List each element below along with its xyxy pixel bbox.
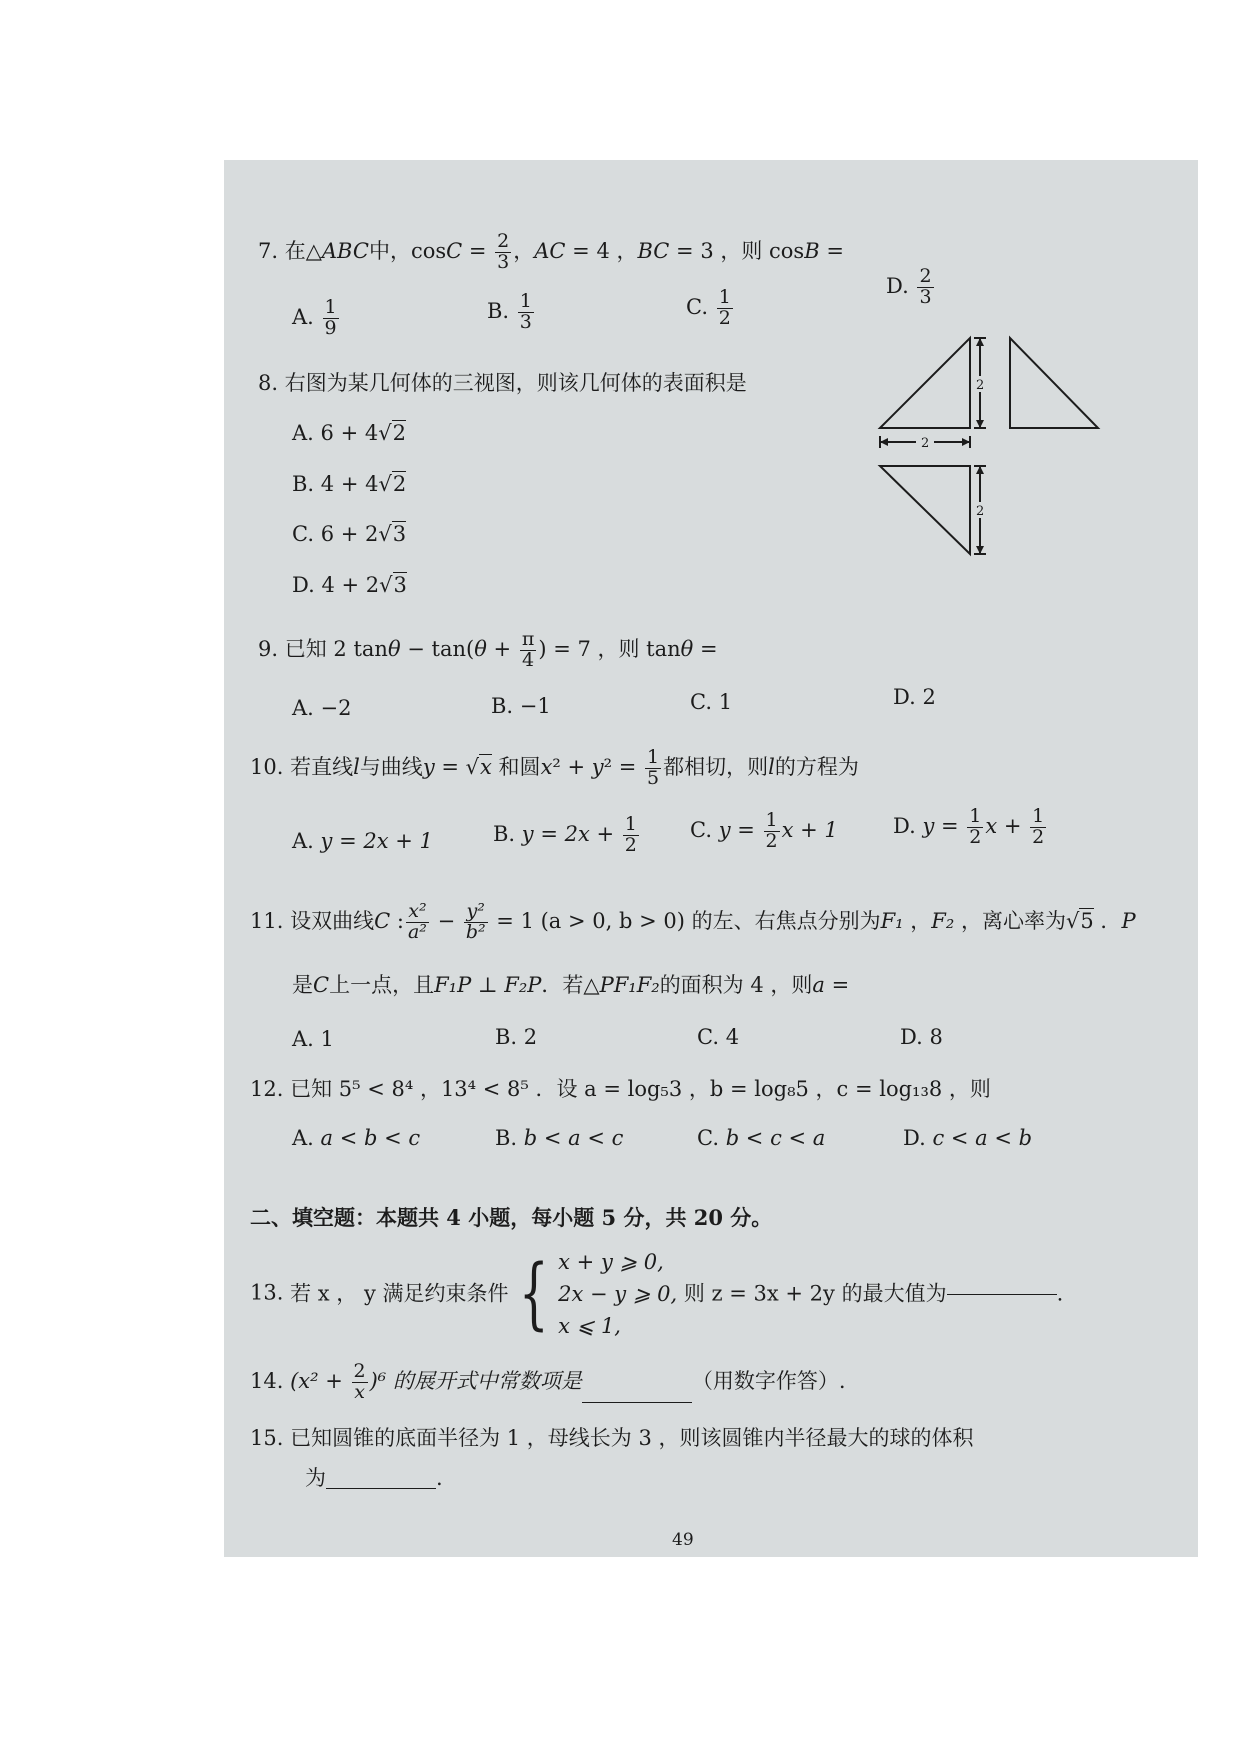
option-a: A. 6 + 4√2 — [292, 421, 406, 445]
question-number: 7. — [258, 238, 279, 263]
option-b: B. 4 + 4√2 — [292, 472, 407, 496]
question-8: 8. 右图为某几何体的三视图，则该几何体的表面积是 — [258, 371, 747, 395]
option-b: B. $\frac{1}{3}$ — [487, 290, 532, 333]
dim-label: 2 — [976, 378, 985, 393]
question-7: 7. 在△ABC中，cosC = $\frac{2}{3}$ ，AC = 4 ，BC = 3 ，则 cosB = — [258, 230, 844, 273]
option-b: B. y = 2x + $\frac{1}{2}$ — [493, 813, 637, 856]
option-a: A. 1 — [292, 1027, 334, 1051]
question-number: 13. — [250, 1280, 284, 1305]
question-11: 11. 设双曲线C : $\frac{\text{x²}}{\text{a²}}$ − $\frac{\text{y²}}{\text{b²}}$ = 1 (a > 0, b > 0) 的左、右焦点分别为F₁ ，F₂ ，离心率为√5 ．P — [250, 900, 1136, 943]
question-12: 12. 已知 5⁵ < 8⁴ ，13⁴ < 8⁵ ．设 a = log₅3 ，b = log₈5 ，c = log₁₃8 ，则 — [250, 1077, 991, 1101]
question-number: 12. — [250, 1077, 284, 1101]
option-b: B. 2 — [495, 1025, 538, 1049]
question-10: 10. 若直线l与曲线y = √x 和圆x² + y² = $\frac{1}{5}$ 都相切，则l的方程为 — [250, 746, 859, 789]
question-number: 9. — [258, 636, 279, 661]
option-d: D. 2 — [893, 685, 936, 709]
question-number: 8. — [258, 371, 279, 395]
question-number: 10. — [250, 754, 284, 779]
option-d: D. $\frac{2}{3}$ — [886, 265, 932, 308]
option-a: A. y = 2x + 1 — [292, 829, 433, 853]
constraint-system: x + y ⩾ 0, 2x − y ⩾ 0, x ⩽ 1, — [558, 1250, 678, 1338]
option-c: C. y = $\frac{1}{2}$ x + 1 — [690, 809, 838, 852]
page-number: 49 — [672, 1530, 694, 1550]
answer-blank — [582, 1401, 692, 1403]
side-view-triangle — [1010, 338, 1098, 428]
option-c: C. 4 — [697, 1025, 740, 1049]
top-view-triangle — [880, 466, 970, 554]
question-13: 13. 若 x ， y 满足约束条件 { x + y ⩾ 0, 2x − y ⩾ 0, x ⩽ 1, 则 z = 3x + 2y 的最大值为 . — [250, 1246, 1063, 1342]
option-a: A. −2 — [292, 696, 352, 720]
option-a: A. $\frac{1}{9}$ — [292, 296, 337, 339]
front-view-triangle — [880, 338, 970, 428]
option-b: B. −1 — [491, 694, 551, 718]
option-d: D. c < a < b — [903, 1126, 1033, 1150]
answer-blank — [947, 1293, 1057, 1295]
section-header: 二、填空题：本题共 4 小题，每小题 5 分，共 20 分。 — [250, 1205, 773, 1230]
option-d: D. 4 + 2√3 — [292, 573, 407, 597]
option-c: C. 6 + 2√3 — [292, 522, 407, 546]
question-15: 15. 已知圆锥的底面半径为 1 ，母线长为 3 ，则该圆锥内半径最大的球的体积 — [250, 1426, 974, 1450]
option-c: C. 1 — [690, 690, 733, 714]
question-number: 15. — [250, 1426, 284, 1450]
question-14: 14. (x² + $\frac{2}{x}$ )⁶ 的展开式中常数项是 （用数字作答）. — [250, 1360, 846, 1403]
question-number: 14. — [250, 1368, 284, 1393]
option-b: B. b < a < c — [495, 1126, 624, 1150]
three-view-figure — [870, 332, 1110, 562]
option-d: D. 8 — [900, 1025, 943, 1049]
option-d: D. y = $\frac{1}{2}$ x + $\frac{1}{2}$ — [893, 805, 1045, 848]
dim-label: 2 — [921, 436, 930, 451]
option-c: C. b < c < a — [697, 1126, 826, 1150]
question-9: 9. 已知 2 tanθ − tan(θ + $\frac{\pi}{4}$ ) = 7 ，则 tanθ = — [258, 628, 718, 671]
question-11-line-2: 是C上一点，且F₁P ⊥ F₂P．若△PF₁F₂的面积为 4 ，则a = — [292, 973, 850, 997]
brace-icon: { — [518, 1249, 549, 1339]
option-c: C. $\frac{1}{2}$ — [686, 286, 731, 329]
answer-blank — [326, 1487, 436, 1489]
question-number: 11. — [250, 908, 284, 933]
dim-label: 2 — [976, 504, 985, 519]
fraction: $\frac{2}{3}$ — [497, 230, 510, 273]
option-a: A. a < b < c — [292, 1126, 421, 1150]
question-15-line-2: 为 . — [305, 1466, 443, 1490]
